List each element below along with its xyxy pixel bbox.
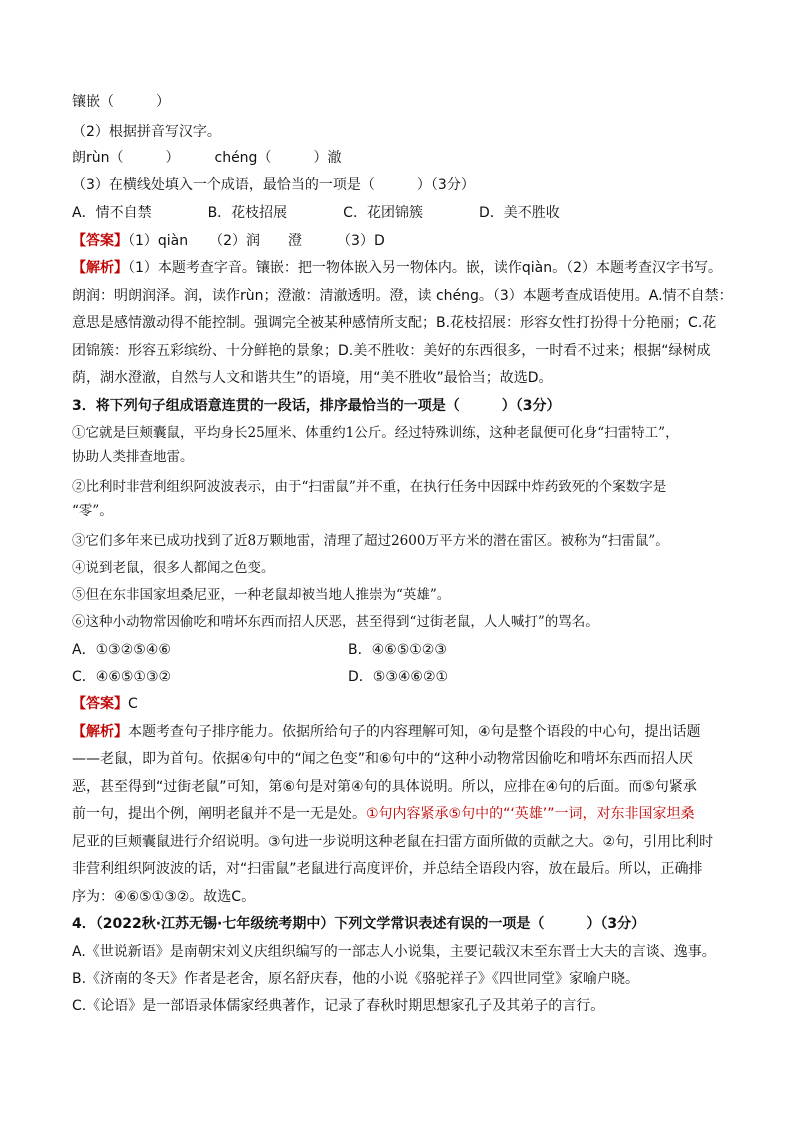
analysis-line: 意思是感情激动得不能控制。强调完全被某种感情所支配；B.花枝招展：形容女性打扮得十分艳丽；C.花 xyxy=(72,315,717,331)
answer-line xyxy=(72,231,724,251)
question-3-title: 3．将下列句子组成语意连贯的一段话，排序最恰当的一项是（ ）（3分） xyxy=(72,398,561,414)
analysis-text: 前一句，提出个例，阐明老鼠并不是一无是处。 xyxy=(72,806,366,822)
option-c: C．④⑥⑤①③② xyxy=(72,669,172,685)
analysis-line: 朗润：明朗润泽。润，读作rùn；澄澈：清澈透明。澄，读 chéng。（3）本题考查成语使用。A.情不自禁： xyxy=(72,288,733,304)
sentence-6: ⑥这种小动物常因偷吃和啃坏东西而招人厌恶，甚至得到“过街老鼠，人人喊打”的骂名。 xyxy=(72,614,599,630)
answer-line xyxy=(72,694,724,714)
analysis-line: 尼亚的巨颊囊鼠进行介绍说明。③句进一步说明这种老鼠在扫雷方面所做的贡献之大。②句，引用比利时 xyxy=(72,834,714,850)
question-4-title: 4．（2022秋·江苏无锡·七年级统考期中）下列文学常识表述有误的一项是（ ）（3分） xyxy=(72,916,646,932)
sentence-5: ⑤但在东非国家坦桑尼亚，一种老鼠却被当地人推崇为“英雄”。 xyxy=(72,587,451,603)
analysis-tag: 【解析】 xyxy=(72,724,128,740)
option-d: D．⑤③④⑥②① xyxy=(348,669,449,685)
analysis-text: 本题考查句子排序能力。依据所给句子的内容理解可知，④句是整个语段的中心句，提出话题 xyxy=(128,724,701,740)
analysis-line xyxy=(72,804,724,824)
sentence-3: ③它们多年来已成功找到了近8万颗地雷，清理了超过2600万平方米的潜在雷区。被称为“扫雷鼠”。 xyxy=(72,533,669,549)
analysis-tag: 【解析】 xyxy=(72,260,128,276)
question-line: 朗rùn（ ） chéng（ ）澈 xyxy=(72,150,342,166)
sentence-1: ①它就是巨颊囊鼠，平均身长25厘米、体重约1公斤。经过特殊训练，这种老鼠便可化身“扫雷特工”， xyxy=(72,425,679,441)
analysis-line: 荫，湖水澄澈，自然与人文和谐共生”的语境，用“美不胜收”最恰当；故选D。 xyxy=(72,370,553,386)
option-a: A．①③②⑤④⑥ xyxy=(72,642,171,658)
question-line: （2）根据拼音写汉字。 xyxy=(72,124,221,140)
sentence-2: ②比利时非营利组织阿波波表示，由于“扫雷鼠”并不重，在执行任务中因踩中炸药致死的个案数字是 xyxy=(72,479,667,495)
option-line: A．情不自禁 B．花枝招展 C．花团锦簇 D．美不胜收 xyxy=(72,205,560,221)
answer-text: C xyxy=(128,696,138,712)
analysis-line: 序为：④⑥⑤①③②。故选C。 xyxy=(72,889,256,905)
answer-tag: 【答案】 xyxy=(72,696,128,712)
sentence-1-cont: 协助人类排查地雷。 xyxy=(72,449,194,465)
analysis-line xyxy=(72,258,724,278)
analysis-line: 团锦簇：形容五彩缤纷、十分鲜艳的景象；D.美不胜收：美好的东西很多，一时看不过来；根据“绿树成 xyxy=(72,343,711,359)
analysis-text: （1）本题考查字音。镶嵌：把一物体嵌入另一物体内。嵌，读作qiàn。（2）本题考查汉字书写。 xyxy=(128,260,723,276)
answer-text: （1）qiàn （2）润 澄 （3）D xyxy=(128,233,385,249)
analysis-line: 非营利组织阿波波的话，对“扫雷鼠”老鼠进行高度评价，并总结全语段内容，放在最后。所以，正确排 xyxy=(72,861,703,877)
analysis-highlight: ①句内容紧承⑤句中的“‘英雄’”一词，对东非国家坦桑 xyxy=(366,806,695,822)
option-line: C.《论语》是一部语录体儒家经典著作，记录了春秋时期思想家孔子及其弟子的言行。 xyxy=(72,998,605,1014)
analysis-line xyxy=(72,722,724,742)
option-line: B.《济南的冬天》作者是老舍，原名舒庆春，他的小说《骆驼祥子》《四世同堂》家喻户晓。 xyxy=(72,971,640,987)
analysis-line: 恶，甚至得到“过街老鼠”可知，第⑥句是对第④句的具体说明。所以，应排在④句的后面。而⑤句紧承 xyxy=(72,779,697,795)
answer-tag: 【答案】 xyxy=(72,233,128,249)
option-row xyxy=(72,667,724,687)
question-line: （3）在横线处填入一个成语，最恰当的一项是（ ）（3分） xyxy=(72,177,475,193)
sentence-2-cont: “零”。 xyxy=(72,503,113,519)
option-row xyxy=(72,640,724,660)
option-b: B．④⑥⑤①②③ xyxy=(348,642,447,658)
analysis-line: ——老鼠，即为首句。依据④句中的“闻之色变”和⑥句中的“这种小动物常因偷吃和啃坏东西而招人厌 xyxy=(72,751,693,767)
question-line: 镶嵌（ ） xyxy=(72,94,170,110)
sentence-4: ④说到老鼠，很多人都闻之色变。 xyxy=(72,560,275,576)
option-line: A.《世说新语》是南朝宋刘义庆组织编写的一部志人小说集，主要记载汉末至东晋士大夫的言谈、逸事。 xyxy=(72,944,716,960)
